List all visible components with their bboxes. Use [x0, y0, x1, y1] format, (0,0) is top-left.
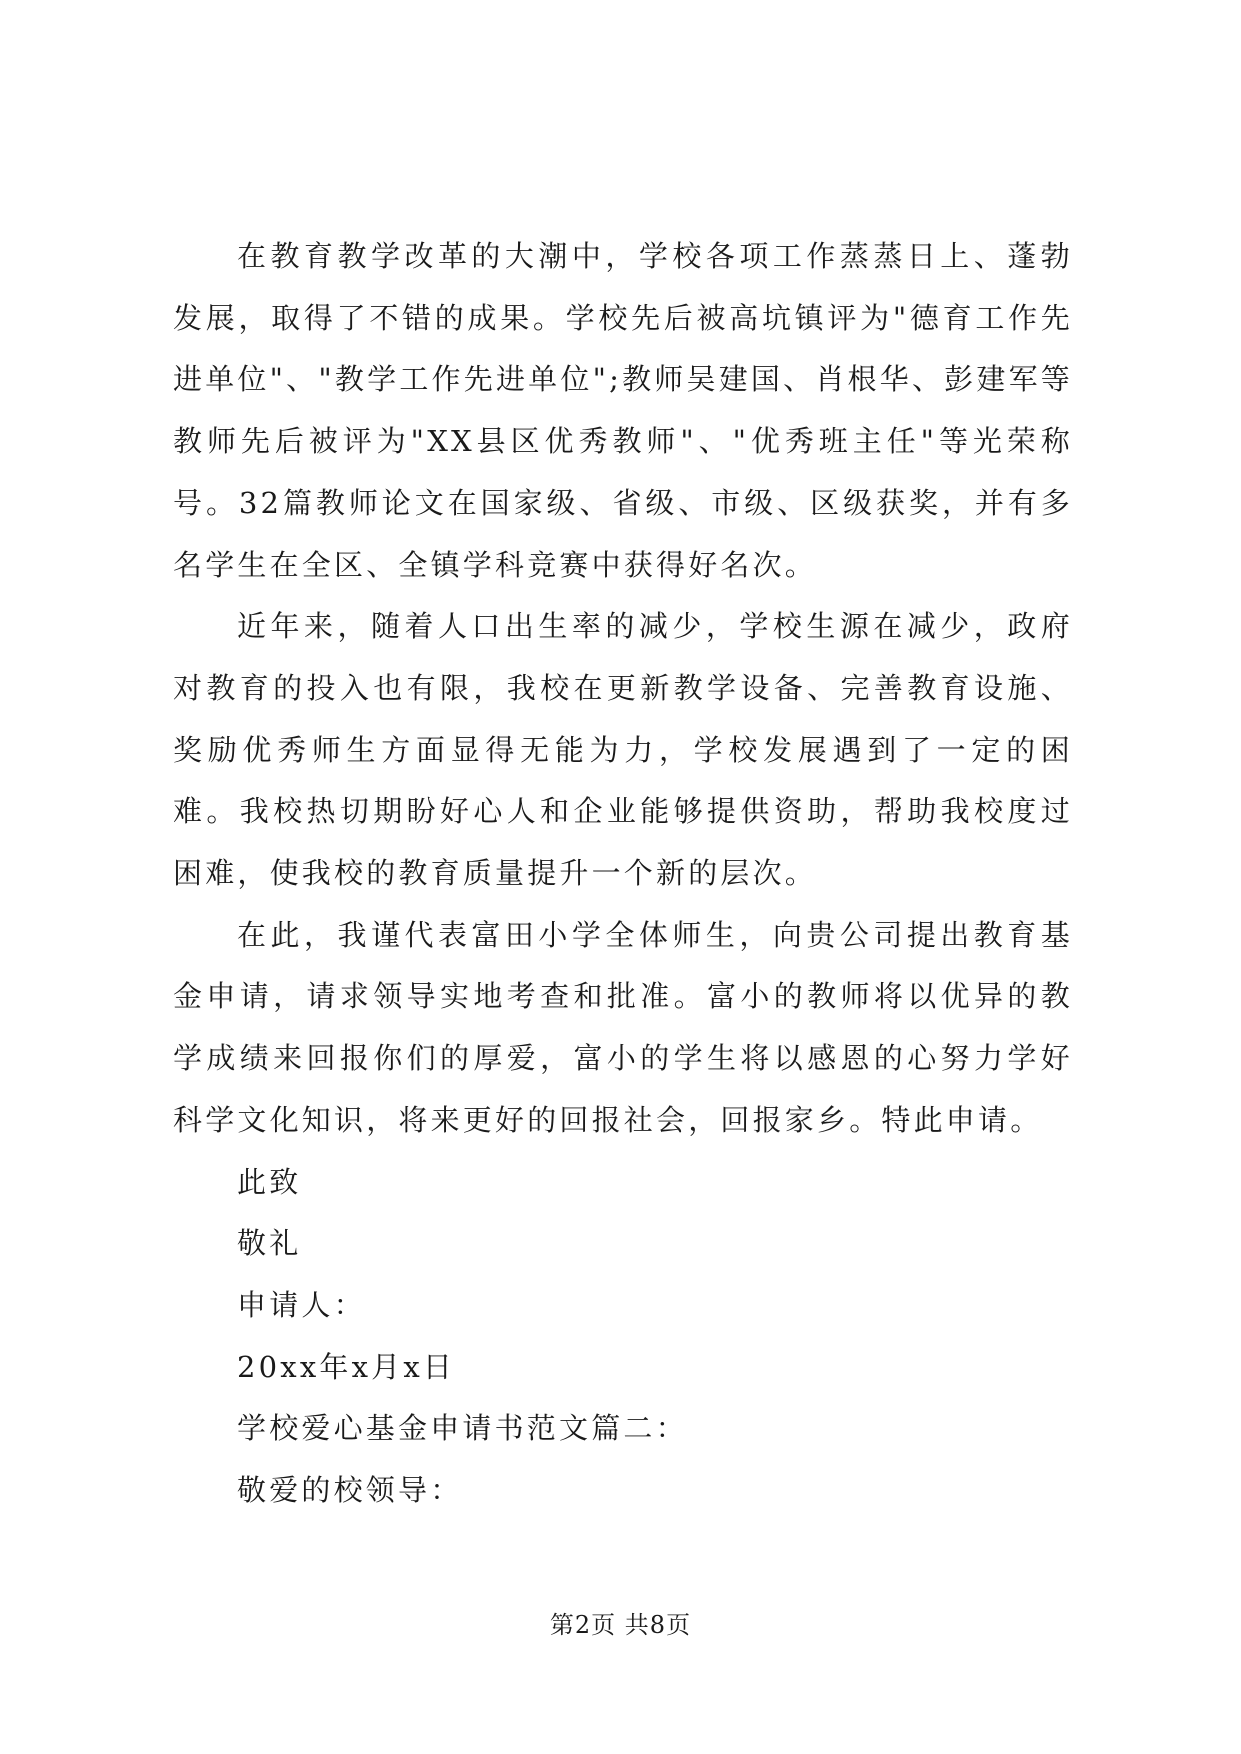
paragraph-request: 在此，我谨代表富田小学全体师生，向贵公司提出教育基金申请，请求领导实地考查和批准。富小的教师将以优异的教学成绩来回报你们的厚爱，富小的学生将以感恩的心努力学好科学文化知识，将来更好的回报社会，回报家乡。特此申请。	[173, 917, 1073, 1137]
page-number: 第2页 共8页	[549, 1611, 692, 1639]
document-body	[173, 226, 1073, 1522]
applicant-label: 申请人：	[237, 1287, 366, 1322]
closing-salutation-2: 敬礼	[237, 1226, 302, 1261]
paragraph-achievements: 在教育教学改革的大潮中，学校各项工作蒸蒸日上、蓬勃发展，取得了不错的成果。学校先后被高坑镇评为"德育工作先进单位"、"教学工作先进单位";教师吴建国、肖根华、彭建军等教师先后被评为"XX县区优秀教师"、"优秀班主任"等光荣称号。32篇教师论文在国家级、省级、市级、区级获奖，并有多名学生在全区、全镇学科竞赛中获得好名次。	[173, 239, 1073, 582]
paragraph-difficulties: 近年来，随着人口出生率的减少，学校生源在减少，政府对教育的投入也有限，我校在更新教学设备、完善教育设施、奖励优秀师生方面显得无能为力，学校发展遇到了一定的困难。我校热切期盼好心人和企业能够提供资助，帮助我校度过困难，使我校的教育质量提升一个新的层次。	[173, 609, 1073, 891]
next-section-title: 学校爱心基金申请书范文篇二：	[237, 1411, 688, 1446]
page-footer	[0, 1610, 1241, 1640]
closing-salutation-1: 此致	[237, 1164, 302, 1199]
next-section-greeting: 敬爱的校领导：	[237, 1473, 463, 1508]
date-line: 20xx年x月x日	[237, 1349, 456, 1384]
